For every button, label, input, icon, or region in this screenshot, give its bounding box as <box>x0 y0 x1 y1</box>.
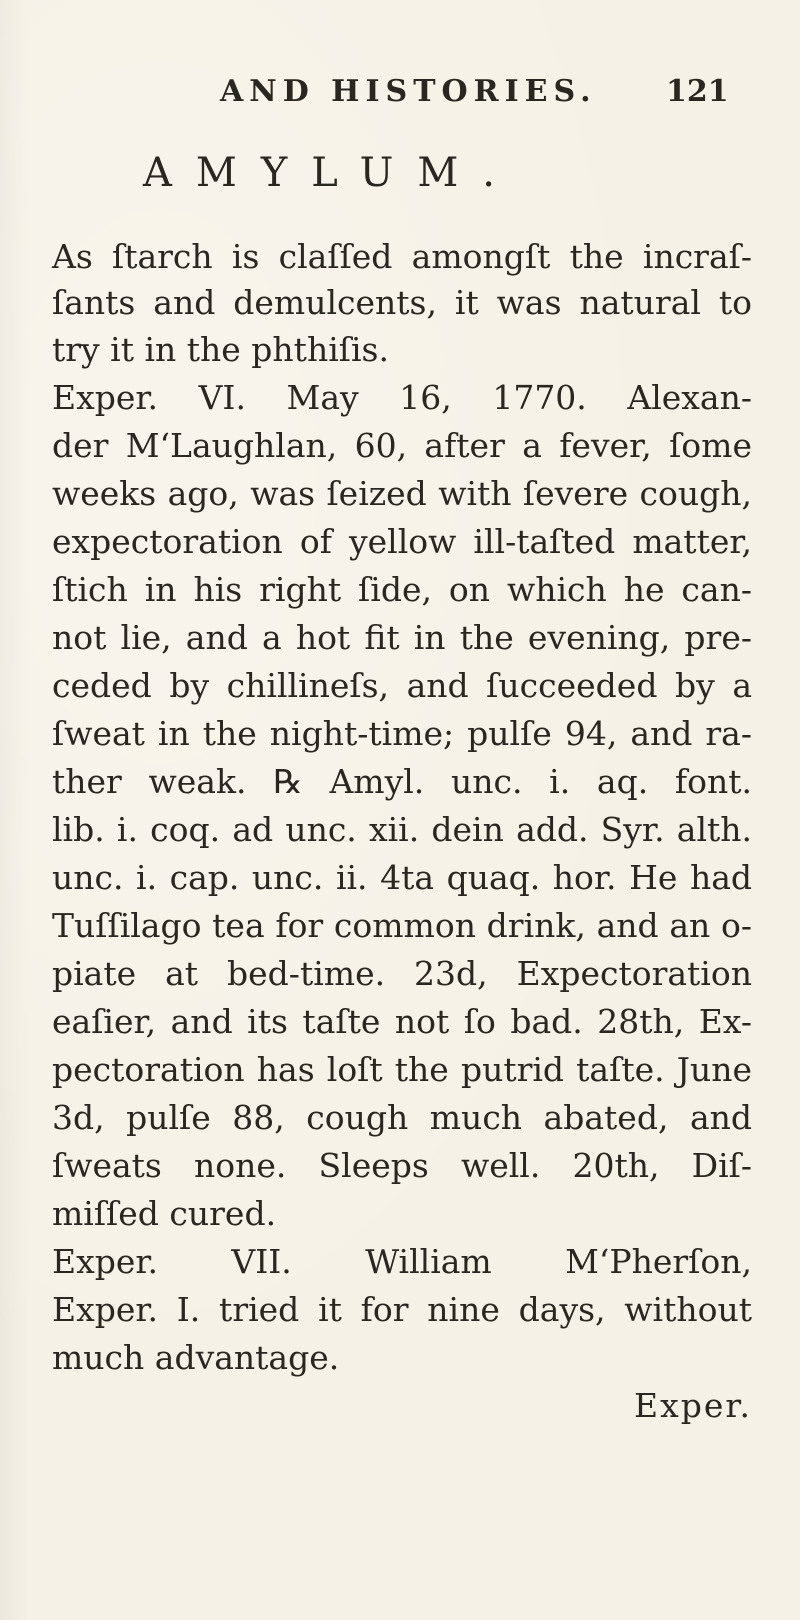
catchword: Exper. <box>634 1386 752 1425</box>
running-title: AND HISTORIES. <box>220 74 597 109</box>
text-line: pectoration has loſt the putrid taſte. June <box>52 1050 752 1089</box>
page-number: 121 <box>666 74 729 109</box>
text-line: weeks ago, was ſeized with ſevere cough, <box>52 474 752 513</box>
text-line: eaſier, and its taſte not ſo bad. 28th, Ex- <box>52 1002 752 1041</box>
text-line: 3d, pulſe 88, cough much abated, and <box>52 1098 752 1137</box>
text-line: ſweats none. Sleeps well. 20th, Diſ- <box>52 1146 752 1185</box>
text-line: Exper. VII. William M‘Pherſon, <box>52 1242 752 1281</box>
text-line: Exper. I. tried it for nine days, without <box>52 1290 752 1329</box>
text-line: ſtich in his right ſide, on which he can- <box>52 570 752 609</box>
text-line: piate at bed-time. 23d, Expectoration <box>52 954 752 993</box>
text-line: much advantage. <box>52 1338 340 1377</box>
text-line: Tuſſilago tea for common drink, and an o- <box>52 906 752 945</box>
running-head <box>0 74 800 114</box>
text-line: lib. i. coq. ad unc. xii. dein add. Syr. alth. <box>52 810 752 849</box>
text-line: der M‘Laughlan, 60, after a fever, ſome <box>52 426 752 465</box>
text-line: try it in the phthiſis. <box>52 330 389 369</box>
text-line: unc. i. cap. unc. ii. 4ta quaq. hor. He had <box>52 858 752 897</box>
text-line: As ſtarch is claſſed amongſt the incraſ- <box>52 237 752 276</box>
text-line: expectoration of yellow ill-taſted matter, <box>52 522 752 561</box>
text-line: ſweat in the night-time; pulſe 94, and ra- <box>52 714 752 753</box>
text-line: ceded by chillineſs, and ſucceeded by a <box>52 666 752 705</box>
text-line: Exper. VI. May 16, 1770. Alexan- <box>52 378 752 417</box>
text-line: not lie, and a hot fit in the evening, pre- <box>52 618 752 657</box>
section-title: AMYLUM. <box>143 150 520 196</box>
text-line: ther weak. ℞ Amyl. unc. i. aq. font. <box>52 762 752 801</box>
text-line: ſants and demulcents, it was natural to <box>52 283 752 322</box>
text-line: miſſed cured. <box>52 1194 277 1233</box>
